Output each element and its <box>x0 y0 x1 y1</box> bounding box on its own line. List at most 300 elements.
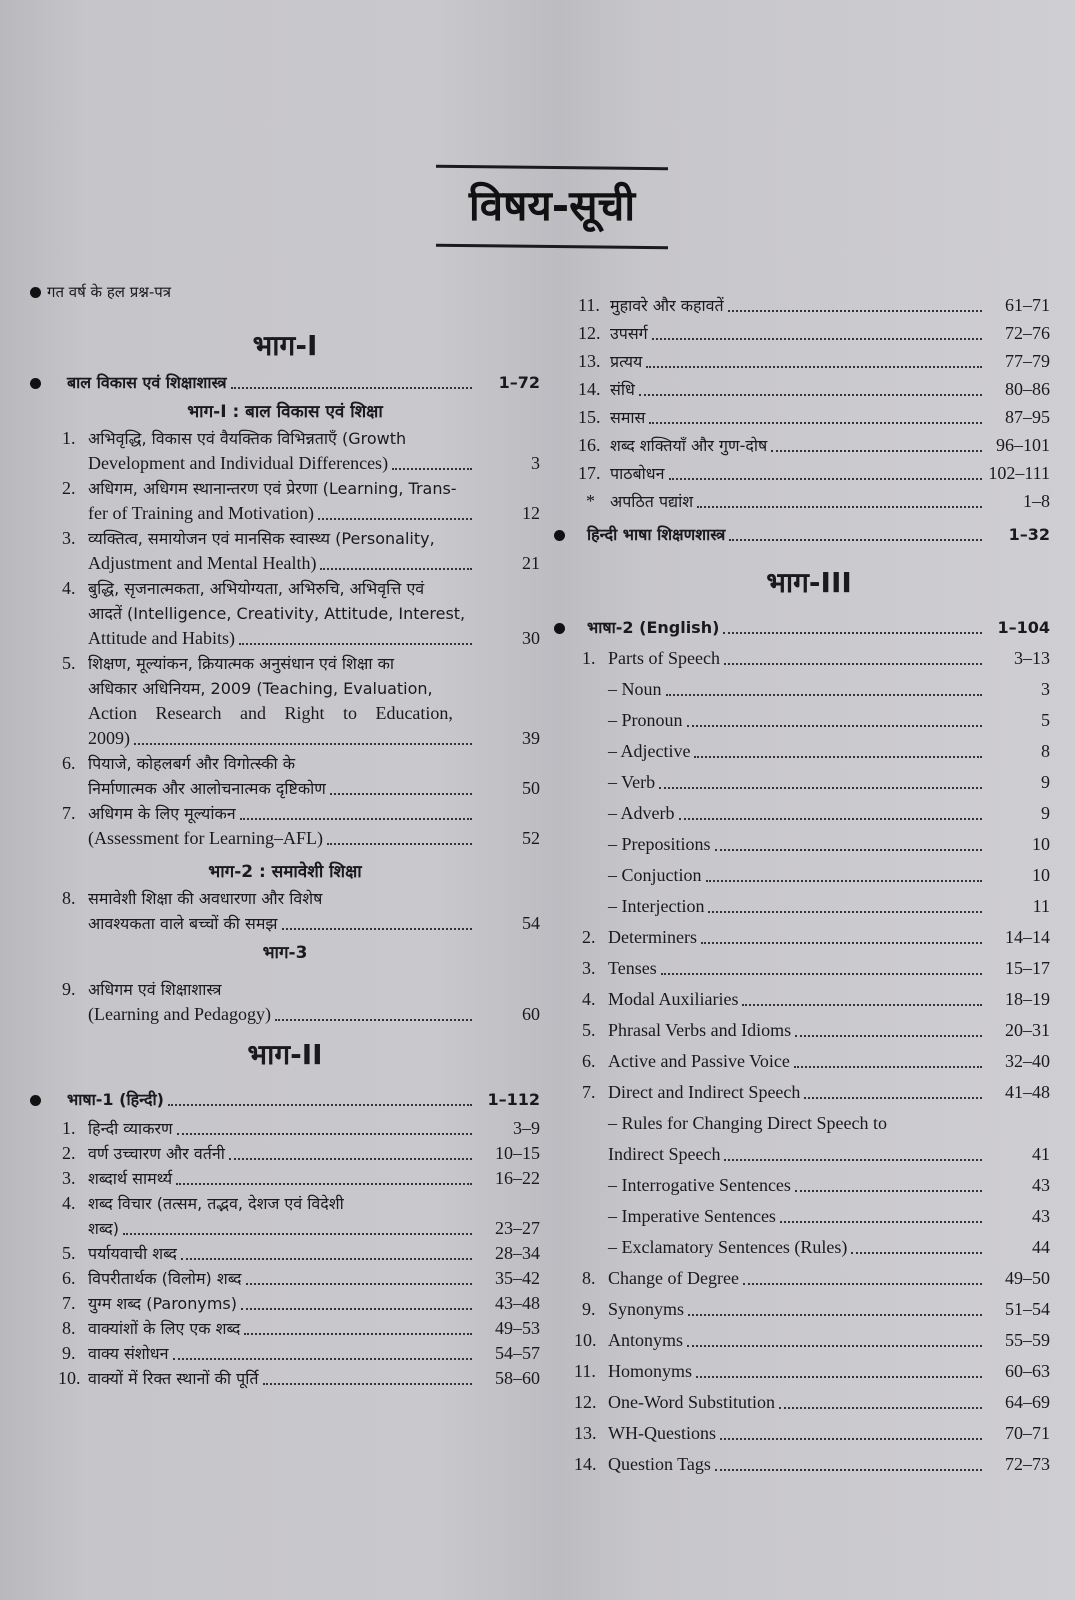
leader-dots <box>320 568 472 570</box>
leader-dots <box>263 1383 473 1385</box>
entry-pages: 20–31 <box>1005 1020 1050 1040</box>
entry-number: 5. <box>62 1243 76 1263</box>
toc-entry[interactable] <box>568 1080 1050 1105</box>
leader-dots <box>795 1035 982 1037</box>
entry-text: समावेशी शिक्षा की अवधारणा और विशेष <box>88 889 323 908</box>
entry-text: (Assessment for Learning–AFL) <box>88 828 323 848</box>
entry-pages: 72–73 <box>1005 1454 1050 1474</box>
leader-dots <box>720 1438 982 1440</box>
toc-entry[interactable] <box>568 293 1050 318</box>
toc-entry[interactable] <box>568 349 1050 374</box>
previous-year-papers-note <box>30 282 540 302</box>
toc-entry[interactable] <box>30 1366 540 1391</box>
asterisk-icon: * <box>586 491 595 511</box>
entry-text: – Rules for Changing Direct Speech to <box>608 1113 887 1133</box>
leader-dots <box>231 387 472 389</box>
toc-entry[interactable] <box>568 801 1050 826</box>
entry-pages: 35–42 <box>495 1268 540 1288</box>
toc-entry[interactable] <box>568 433 1050 458</box>
entry-text: प्रत्यय <box>610 352 643 371</box>
entry-pages: 96–101 <box>996 435 1050 455</box>
toc-section-child-development[interactable] <box>30 370 540 395</box>
entry-number: 7. <box>582 1082 596 1102</box>
entry-text: Action Research and Right to Education, <box>88 703 453 723</box>
entry-pages: 1–8 <box>1023 491 1050 511</box>
entry-number: 7. <box>62 1293 76 1313</box>
toc-entry[interactable] <box>568 1204 1050 1229</box>
toc-section-hindi[interactable] <box>30 1087 540 1112</box>
entry-pages: 39 <box>522 728 540 748</box>
toc-entry[interactable] <box>568 377 1050 402</box>
toc-entry[interactable] <box>568 405 1050 430</box>
entry-number: 8. <box>62 888 76 908</box>
entry-pages: 14–14 <box>1005 927 1050 947</box>
entry-number: 5. <box>582 1020 596 1040</box>
entry-text: – Exclamatory Sentences (Rules) <box>608 1237 848 1257</box>
entry-text: Development and Individual Differences) <box>88 453 389 473</box>
entry-text: युग्म शब्द (Paronyms) <box>88 1294 237 1313</box>
leader-dots <box>275 1019 472 1021</box>
entry-pages: 70–71 <box>1005 1423 1050 1443</box>
toc-entry[interactable] <box>30 977 540 1027</box>
toc-entry[interactable] <box>30 801 540 851</box>
leader-dots <box>795 1190 982 1192</box>
entry-text: बुद्धि, सृजनात्मकता, अभियोग्यता, अभिरुचि, अभिवृत्ति एवं <box>88 579 425 598</box>
entry-text: – Adverb <box>608 803 675 823</box>
entry-pages: 11 <box>1032 896 1050 916</box>
entry-pages: 55–59 <box>1005 1330 1050 1350</box>
leader-dots <box>239 643 472 645</box>
title-block <box>436 166 668 248</box>
entry-text: (Learning and Pedagogy) <box>88 1004 271 1024</box>
leader-dots <box>701 942 982 944</box>
toc-entry[interactable] <box>30 1266 540 1291</box>
toc-entry[interactable] <box>568 1297 1050 1322</box>
leader-dots <box>646 366 982 368</box>
entry-number: 1. <box>62 1118 76 1138</box>
entry-text: 2009) <box>88 728 130 748</box>
entry-pages: 43–48 <box>495 1293 540 1313</box>
entry-number: 11. <box>574 1361 596 1381</box>
leader-dots <box>742 1004 982 1006</box>
entry-number: 9. <box>582 1299 596 1319</box>
entry-text: – Noun <box>608 679 662 699</box>
toc-entry[interactable] <box>568 956 1050 981</box>
entry-text: Change of Degree <box>608 1268 739 1288</box>
page-title: विषय-सूची <box>468 181 636 230</box>
title-rule-bottom <box>436 244 668 249</box>
entry-text: अधिगम एवं शिक्षाशास्त्र <box>88 980 222 999</box>
section-label: भाषा-2 (English) <box>587 618 720 637</box>
entry-text: – Pronoun <box>608 710 683 730</box>
leader-dots <box>723 632 982 634</box>
toc-entry[interactable] <box>30 1341 540 1366</box>
toc-entry[interactable] <box>568 1328 1050 1353</box>
entry-pages: 21 <box>522 553 540 573</box>
leader-dots <box>779 1407 982 1409</box>
entry-pages: 9 <box>1041 772 1050 792</box>
entry-text: संधि <box>610 380 635 399</box>
entry-text: निर्माणात्मक और आलोचनात्मक दृष्टिकोण <box>88 779 326 798</box>
toc-entry[interactable] <box>568 1421 1050 1446</box>
entry-text: उपसर्ग <box>610 324 648 343</box>
part-1-heading: भाग-I <box>252 329 318 362</box>
entry-pages: 44 <box>1032 1237 1050 1257</box>
leader-dots <box>728 310 982 312</box>
entry-number: 9. <box>62 1343 76 1363</box>
entry-text: Adjustment and Mental Health) <box>88 553 317 573</box>
entry-text: अधिगम के लिए मूल्यांकन <box>88 804 236 823</box>
entry-number: 4. <box>62 578 76 598</box>
toc-section-hindi-pedagogy[interactable] <box>568 522 1050 547</box>
entry-number: 9. <box>62 979 76 999</box>
entry-text: – Conjuction <box>608 865 702 885</box>
leader-dots <box>327 843 472 845</box>
toc-entry[interactable] <box>30 426 540 476</box>
entry-pages: 51–54 <box>1005 1299 1050 1319</box>
entry-pages: 60–63 <box>1005 1361 1050 1381</box>
toc-entry[interactable] <box>568 1452 1050 1477</box>
leader-dots <box>659 787 982 789</box>
toc-entry[interactable] <box>30 1116 540 1141</box>
entry-text: – Interjection <box>608 896 705 916</box>
entry-text: व्यक्तित्व, समायोजन एवं मानसिक स्वास्थ्य (Personality, <box>88 529 435 548</box>
toc-entry[interactable] <box>30 476 540 526</box>
leader-dots <box>246 1283 472 1285</box>
entry-text: समास <box>610 408 646 427</box>
toc-entry[interactable] <box>568 1111 1050 1167</box>
entry-text: पियाजे, कोहलबर्ग और विगोत्स्की के <box>88 754 296 773</box>
entry-text: Phrasal Verbs and Idioms <box>608 1020 792 1040</box>
entry-pages: 15–17 <box>1005 958 1050 978</box>
leader-dots <box>697 506 982 508</box>
leader-dots <box>724 663 982 665</box>
entry-text: Antonyms <box>608 1330 684 1350</box>
bullet-icon <box>554 623 565 634</box>
toc-entry[interactable] <box>568 489 1050 514</box>
entry-pages: 9 <box>1041 803 1050 823</box>
entry-text: Parts of Speech <box>608 648 720 668</box>
entry-text: शब्द विचार (तत्सम, तद्भव, देशज एवं विदेशी <box>88 1194 344 1213</box>
entry-pages: 10 <box>1032 834 1050 854</box>
leader-dots <box>392 468 472 470</box>
toc-entry[interactable] <box>568 770 1050 795</box>
entry-text: शब्द) <box>88 1219 119 1238</box>
toc-entry[interactable] <box>568 894 1050 919</box>
entry-pages: 49–50 <box>1005 1268 1050 1288</box>
entry-text: One-Word Substitution <box>608 1392 776 1412</box>
entry-pages: 61–71 <box>1005 295 1050 315</box>
toc-entry[interactable] <box>30 1316 540 1341</box>
leader-dots <box>851 1252 982 1254</box>
leader-dots <box>241 1308 472 1310</box>
toc-entry[interactable] <box>30 651 540 751</box>
toc-entry[interactable] <box>568 1173 1050 1198</box>
leader-dots <box>794 1066 982 1068</box>
toc-entry[interactable] <box>30 526 540 576</box>
toc-entry[interactable] <box>568 1018 1050 1043</box>
leader-dots <box>715 1469 982 1471</box>
entry-text: आदतें (Intelligence, Creativity, Attitude, Interest, <box>88 604 466 623</box>
toc-entry[interactable] <box>568 1390 1050 1415</box>
section-pages: 1–104 <box>997 618 1050 637</box>
entry-pages: 80–86 <box>1005 379 1050 399</box>
leader-dots <box>669 478 982 480</box>
toc-entry[interactable] <box>568 708 1050 733</box>
entry-pages: 23–27 <box>495 1218 540 1238</box>
entry-number: 12. <box>578 323 601 343</box>
entry-pages: 54–57 <box>495 1343 540 1363</box>
bullet-icon <box>30 287 41 298</box>
leader-dots <box>330 793 472 795</box>
entry-pages: 10 <box>1032 865 1050 885</box>
leader-dots <box>688 1314 982 1316</box>
entry-number: 6. <box>62 1268 76 1288</box>
leader-dots <box>649 422 982 424</box>
section-label: भाषा-1 (हिन्दी) <box>67 1090 164 1109</box>
section-label: हिन्दी भाषा शिक्षणशास्त्र <box>587 525 726 544</box>
leader-dots <box>694 756 982 758</box>
entry-pages: 16–22 <box>495 1168 540 1188</box>
entry-text: वाक्यांशों के लिए एक शब्द <box>88 1319 241 1338</box>
toc-entry[interactable] <box>30 1141 540 1166</box>
entry-pages: 43 <box>1032 1175 1050 1195</box>
entry-text: अपठित पद्यांश <box>610 492 694 511</box>
entry-text: Question Tags <box>608 1454 711 1474</box>
leader-dots <box>240 818 472 820</box>
entry-number: 13. <box>578 351 601 371</box>
entry-number: 3. <box>582 958 596 978</box>
entry-text: – Imperative Sentences <box>608 1206 776 1226</box>
entry-number: 2. <box>62 478 76 498</box>
entry-pages: 54 <box>522 913 540 933</box>
entry-text: Direct and Indirect Speech <box>608 1082 801 1102</box>
leader-dots <box>661 973 982 975</box>
entry-pages: 32–40 <box>1005 1051 1050 1071</box>
entry-number: 13. <box>574 1423 597 1443</box>
entry-text: अधिगम, अधिगम स्थानान्तरण एवं प्रेरणा (Learning, Trans- <box>88 479 457 498</box>
leader-dots <box>123 1233 472 1235</box>
entry-pages: 3–9 <box>513 1118 540 1138</box>
leader-dots <box>706 880 983 882</box>
leader-dots <box>743 1283 982 1285</box>
part-2-subheading: भाग-2 : समावेशी शिक्षा <box>208 862 362 882</box>
section-pages: 1–72 <box>498 373 540 392</box>
leader-dots <box>679 818 983 820</box>
entry-text: आवश्यकता वाले बच्चों की समझ <box>88 914 278 933</box>
entry-text: – Prepositions <box>608 834 711 854</box>
entry-pages: 64–69 <box>1005 1392 1050 1412</box>
entry-text: Synonyms <box>608 1299 685 1319</box>
entry-pages: 52 <box>522 828 540 848</box>
entry-pages: 3 <box>1041 679 1050 699</box>
entry-number: 3. <box>62 1168 76 1188</box>
leader-dots <box>696 1376 982 1378</box>
title-rule-top <box>436 165 668 170</box>
toc-entry[interactable] <box>30 886 540 936</box>
entry-text: Determiners <box>608 927 697 947</box>
entry-text: Homonyms <box>608 1361 693 1381</box>
entry-pages: 28–34 <box>495 1243 540 1263</box>
entry-pages: 60 <box>522 1004 540 1024</box>
bullet-icon <box>30 378 41 389</box>
part-2-heading: भाग-II <box>247 1038 323 1071</box>
toc-entry[interactable] <box>30 1191 540 1241</box>
toc-entry[interactable] <box>568 1266 1050 1291</box>
leader-dots <box>708 911 982 913</box>
entry-text: अभिवृद्धि, विकास एवं वैयक्तिक विभिन्नताएँ (Growth <box>88 429 407 448</box>
entry-pages: 18–19 <box>1005 989 1050 1009</box>
entry-number: 6. <box>582 1051 596 1071</box>
toc-entry[interactable] <box>30 1166 540 1191</box>
entry-text: शब्दार्थ सामर्थ्य <box>88 1169 173 1188</box>
entry-text: – Adjective <box>608 741 691 761</box>
entry-text: वर्ण उच्चारण और वर्तनी <box>88 1144 225 1163</box>
toc-entry[interactable] <box>568 987 1050 1012</box>
entry-pages: 10–15 <box>495 1143 540 1163</box>
leader-dots <box>134 743 472 745</box>
leader-dots <box>771 450 982 452</box>
right-column <box>568 293 1050 1477</box>
leader-dots <box>724 1159 982 1161</box>
entry-pages: 58–60 <box>495 1368 540 1388</box>
entry-number: 2. <box>62 1143 76 1163</box>
leader-dots <box>318 518 472 520</box>
part-3-subheading: भाग-3 <box>262 943 308 963</box>
leader-dots <box>729 539 982 541</box>
leader-dots <box>244 1333 472 1335</box>
entry-pages: 8 <box>1041 741 1050 761</box>
toc-entry[interactable] <box>568 646 1050 671</box>
section-pages: 1–32 <box>1008 525 1050 544</box>
toc-entry[interactable] <box>568 677 1050 702</box>
entry-pages: 30 <box>522 628 540 648</box>
leader-dots <box>804 1097 982 1099</box>
toc-section-english[interactable] <box>568 615 1050 640</box>
toc-entry[interactable] <box>30 1291 540 1316</box>
entry-pages: 41–48 <box>1005 1082 1050 1102</box>
bullet-icon <box>554 530 565 541</box>
entry-pages: 87–95 <box>1005 407 1050 427</box>
entry-text: अधिकार अधिनियम, 2009 (Teaching, Evaluation, <box>88 679 433 698</box>
section-label: बाल विकास एवं शिक्षाशास्त्र <box>67 373 227 392</box>
leader-dots <box>177 1133 472 1135</box>
entry-number: 6. <box>62 753 76 773</box>
entry-number: 12. <box>574 1392 597 1412</box>
entry-pages: 49–53 <box>495 1318 540 1338</box>
entry-number: 15. <box>578 407 601 427</box>
entry-pages: 5 <box>1041 710 1050 730</box>
leader-dots <box>780 1221 982 1223</box>
entry-number: 3. <box>62 528 76 548</box>
bullet-icon <box>30 1095 41 1106</box>
entry-text: विपरीतार्थक (विलोम) शब्द <box>88 1269 242 1288</box>
entry-text: – Verb <box>608 772 656 792</box>
entry-pages: 12 <box>522 503 540 523</box>
toc-entry[interactable] <box>568 1049 1050 1074</box>
entry-number: 14. <box>574 1454 597 1474</box>
leader-dots <box>639 394 982 396</box>
entry-number: 14. <box>578 379 601 399</box>
entry-text: Indirect Speech <box>608 1144 721 1164</box>
entry-pages: 3–13 <box>1014 648 1050 668</box>
toc-entry[interactable] <box>568 1359 1050 1384</box>
toc-entry[interactable] <box>568 925 1050 950</box>
entry-text: मुहावरे और कहावतें <box>610 296 724 315</box>
entry-pages: 3 <box>531 453 540 473</box>
entry-pages: 43 <box>1032 1206 1050 1226</box>
toc-entry[interactable] <box>568 739 1050 764</box>
entry-text: fer of Training and Motivation) <box>88 503 314 523</box>
entry-text: वाक्यों में रिक्त स्थानों की पूर्ति <box>88 1369 259 1388</box>
entry-text: शब्द शक्तियाँ और गुण-दोष <box>610 436 768 455</box>
leader-dots <box>168 1104 472 1106</box>
leader-dots <box>687 1345 982 1347</box>
entry-pages: 41 <box>1032 1144 1050 1164</box>
toc-entry[interactable] <box>568 461 1050 486</box>
entry-number: 5. <box>62 653 76 673</box>
entry-text: WH-Questions <box>608 1423 716 1443</box>
leader-dots <box>687 725 982 727</box>
entry-number: 1. <box>62 428 76 448</box>
entry-text: Active and Passive Voice <box>608 1051 790 1071</box>
entry-text: शिक्षण, मूल्यांकन, क्रियात्मक अनुसंधान एवं शिक्षा का <box>88 654 395 673</box>
entry-pages: 102–111 <box>988 463 1050 483</box>
toc-entry[interactable] <box>30 1241 540 1266</box>
part-1-subheading: भाग-I : बाल विकास एवं शिक्षा <box>187 402 383 422</box>
entry-pages: 50 <box>522 778 540 798</box>
leader-dots <box>229 1158 472 1160</box>
entry-number: 17. <box>578 463 601 483</box>
leader-dots <box>715 849 982 851</box>
entry-number: 7. <box>62 803 76 823</box>
entry-text: पर्यायवाची शब्द <box>88 1244 177 1263</box>
entry-text: Modal Auxiliaries <box>608 989 739 1009</box>
entry-number: 8. <box>62 1318 76 1338</box>
entry-number: 11. <box>578 295 600 315</box>
entry-number: 10. <box>574 1330 597 1350</box>
leader-dots <box>282 928 473 930</box>
entry-number: 8. <box>582 1268 596 1288</box>
leader-dots <box>652 338 982 340</box>
toc-entry[interactable] <box>568 832 1050 857</box>
entry-number: 1. <box>582 648 596 668</box>
entry-number: 10. <box>58 1368 81 1388</box>
entry-number: 4. <box>582 989 596 1009</box>
entry-pages: 72–76 <box>1005 323 1050 343</box>
toc-entry[interactable] <box>30 576 540 651</box>
leader-dots <box>666 694 983 696</box>
leader-dots <box>173 1358 472 1360</box>
entry-text: पाठबोधन <box>610 464 665 483</box>
toc-entry[interactable] <box>568 863 1050 888</box>
toc-entry[interactable] <box>568 1235 1050 1260</box>
part-3-heading: भाग-III <box>766 566 852 599</box>
leader-dots <box>181 1258 472 1260</box>
entry-text: Attitude and Habits) <box>88 628 235 648</box>
section-pages: 1–112 <box>487 1090 540 1109</box>
toc-entry[interactable] <box>568 321 1050 346</box>
entry-number: 2. <box>582 927 596 947</box>
english-entries <box>568 646 1050 1477</box>
entry-text: Tenses <box>608 958 657 978</box>
top-note-text: गत वर्ष के हल प्रश्न-पत्र <box>47 283 172 301</box>
toc-entry[interactable] <box>30 751 540 801</box>
entry-text: वाक्य संशोधन <box>88 1344 169 1363</box>
entry-pages: 77–79 <box>1005 351 1050 371</box>
leader-dots <box>176 1183 472 1185</box>
entry-number: 4. <box>62 1193 76 1213</box>
